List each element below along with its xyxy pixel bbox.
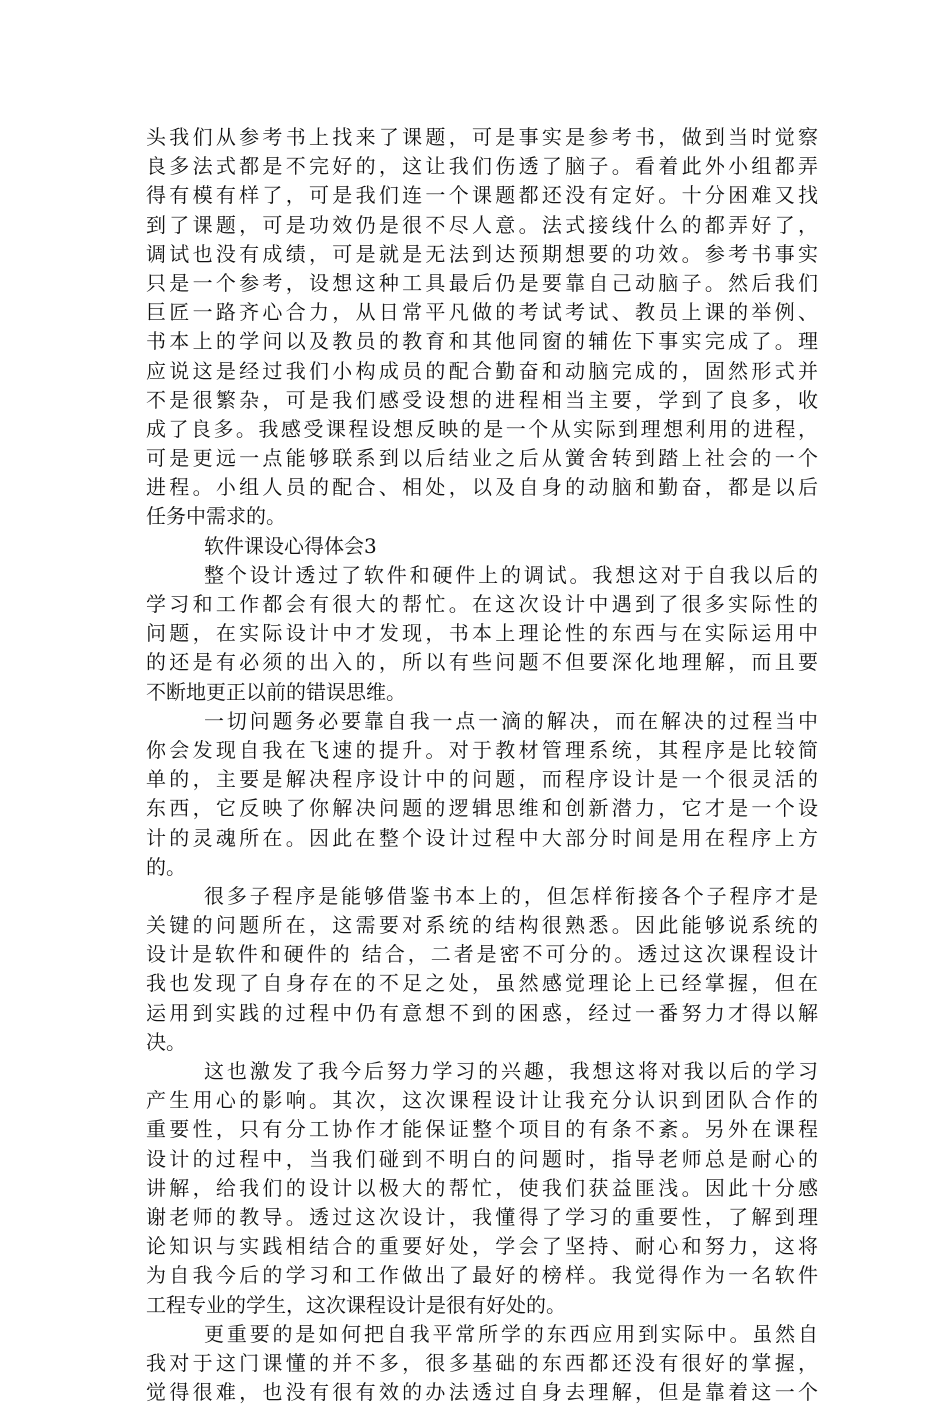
text-line: 得有模有样了，可是我们连一个课题都还没有定好。十分困难又找 — [146, 183, 818, 208]
text-line: 计的灵魂所在。因此在整个设计过程中大部分时间是用在程序上方 — [146, 825, 818, 850]
text-line: 书本上的学问以及教员的教育和其他同窗的辅佐下事实完成了。理 — [146, 329, 818, 354]
text-line: 可是更远一点能够联系到以后结业之后从黉舍转到踏上社会的一个 — [146, 446, 818, 471]
text-line: 巨匠一路齐心合力，从日常平凡做的考试考试、教员上课的举例、 — [146, 300, 818, 325]
text-line: 单的，主要是解决程序设计中的问题，而程序设计是一个很灵活的 — [146, 767, 818, 792]
text-line: 成了良多。我感受课程设想反映的是一个从实际到理想利用的进程， — [146, 416, 818, 441]
text-line: 调试也没有成绩，可是就是无法到达预期想要的功效。参考书事实 — [146, 241, 818, 266]
text-line: 讲解，给我们的设计以极大的帮忙，使我们获益匪浅。因此十分感 — [146, 1175, 818, 1200]
text-line: 这也激发了我今后努力学习的兴趣，我想这将对我以后的学习 — [204, 1059, 818, 1083]
section-heading: 软件课设心得体会3 — [204, 533, 377, 558]
text-line: 的还是有必须的出入的，所以有些问题不但要深化地理解，而且要 — [146, 650, 818, 675]
text-line: 的。 — [146, 854, 186, 879]
text-line: 关键的问题所在，这需要对系统的结构很熟悉。因此能够说系统的 — [146, 913, 818, 938]
text-line: 一切问题务必要靠自我一点一滴的解决，而在解决的过程当中 — [204, 708, 818, 733]
text-line: 更重要的是如何把自我平常所学的东西应用到实际中。虽然自 — [204, 1321, 818, 1346]
text-line: 设计的过程中，当我们碰到不明白的问题时，指导老师总是耐心的 — [146, 1146, 818, 1171]
text-line: 整个设计透过了软件和硬件上的调试。我想这对于自我以后的 — [204, 562, 818, 587]
text-line: 很多子程序是能够借鉴书本上的，但怎样衔接各个子程序才是 — [204, 883, 818, 908]
text-line: 你会发现自我在飞速的提升。对于教材管理系统，其程序是比较简 — [146, 737, 818, 762]
text-line: 良多法式都是不完好的，这让我们伤透了脑子。看着此外小组都弄 — [146, 154, 818, 179]
text-line: 不断地更正以前的错误思维。 — [146, 679, 406, 704]
text-line: 产生用心的影响。其次，这次课程设计让我充分认识到团队合作的 — [146, 1088, 818, 1113]
text-line: 我对于这门课懂的并不多，很多基础的东西都还没有很好的掌握， — [146, 1350, 818, 1375]
text-line: 设计是软件和硬件的 结合，二者是密不可分的。透过这次课程设计 — [146, 942, 818, 967]
text-line: 只是一个参考，设想这种工具最后仍是要靠自己动脑子。然后我们 — [146, 270, 818, 295]
text-line: 我也发现了自身存在的不足之处，虽然感觉理论上已经掌握，但在 — [146, 971, 818, 996]
body-text — [146, 123, 818, 1407]
text-line: 决。 — [146, 1029, 186, 1054]
text-line: 不是很繁杂，可是我们感受设想的进程相当主要，学到了良多，收 — [146, 387, 818, 412]
text-line: 为自我今后的学习和工作做出了最好的榜样。我觉得作为一名软件 — [146, 1263, 818, 1288]
text-line: 运用到实践的过程中仍有意想不到的困惑，经过一番努力才得以解 — [146, 1000, 818, 1025]
text-line: 工程专业的学生，这次课程设计是很有好处的。 — [146, 1292, 566, 1317]
text-line: 觉得很难，也没有很有效的办法透过自身去理解，但是靠着这一个 — [146, 1380, 818, 1405]
text-line: 重要性，只有分工协作才能保证整个项目的有条不紊。另外在课程 — [146, 1117, 818, 1142]
text-line: 论知识与实践相结合的重要好处，学会了坚持、耐心和努力，这将 — [146, 1234, 818, 1259]
text-line: 学习和工作都会有很大的帮忙。在这次设计中遇到了很多实际性的 — [146, 592, 818, 616]
text-line: 东西，它反映了你解决问题的逻辑思维和创新潜力，它才是一个设 — [146, 796, 818, 821]
text-line: 进程。小组人员的配合、相处，以及自身的动脑和勤奋，都是以后 — [146, 475, 818, 500]
text-line: 到了课题，可是功效仍是很不尽人意。法式接线什么的都弄好了， — [146, 212, 818, 237]
text-line: 应说这是经过我们小构成员的配合勤奋和动脑完成的，固然形式并 — [146, 358, 818, 383]
text-line: 谢老师的教导。透过这次设计，我懂得了学习的重要性，了解到理 — [146, 1204, 818, 1229]
text-line: 问题，在实际设计中才发现，书本上理论性的东西与在实际运用中 — [146, 621, 818, 646]
text-line: 头我们从参考书上找来了课题，可是事实是参考书，做到当时觉察 — [146, 125, 818, 149]
text-line: 任务中需求的。 — [146, 504, 286, 529]
